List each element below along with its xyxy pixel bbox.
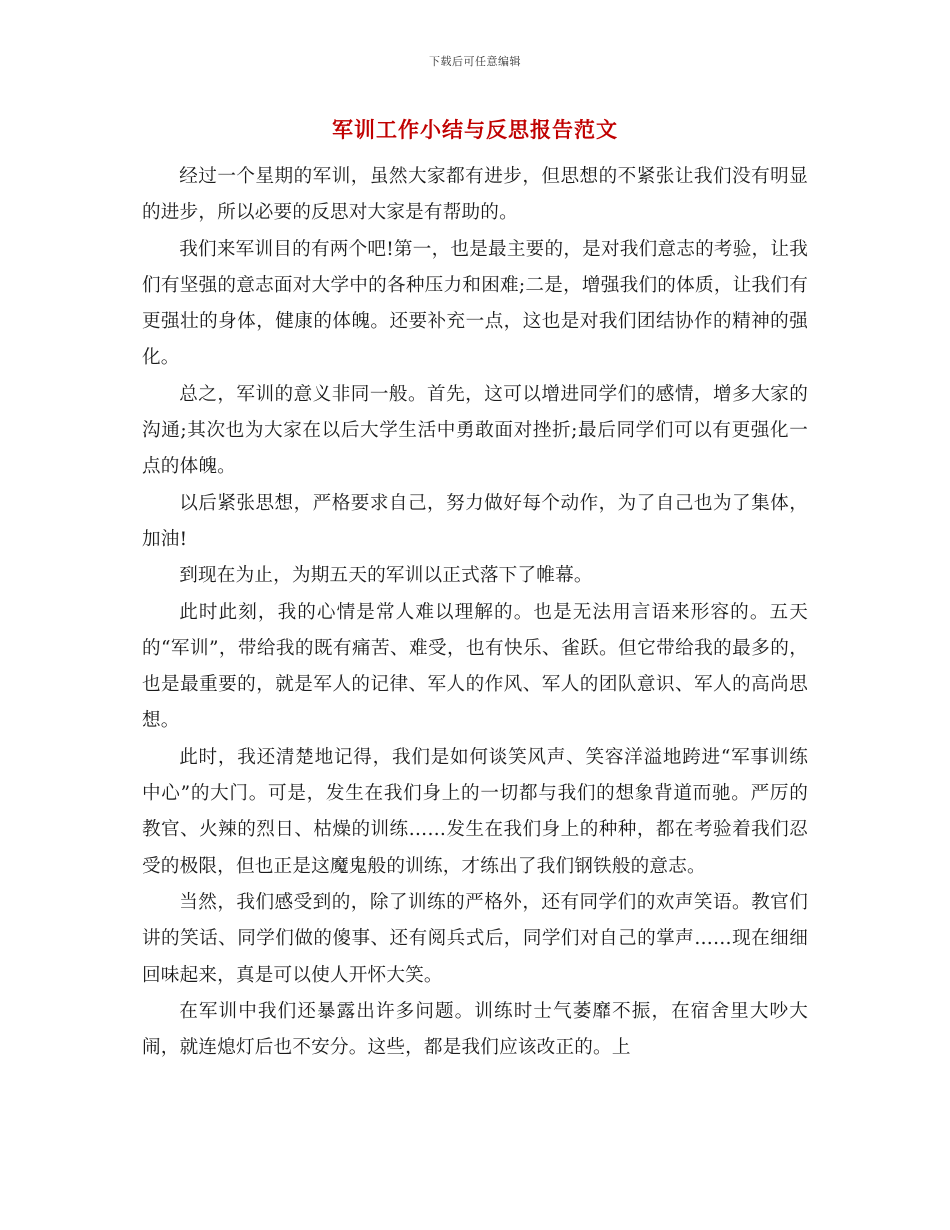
paragraph: 总之，军训的意义非同一般。首先，这可以增进同学们的感情，增多大家的沟通;其次也为大家在以后大学生活中勇敢面对挫折;最后同学们可以有更强化一点的体魄。 bbox=[142, 383, 808, 478]
paragraph: 以后紧张思想，严格要求自己，努力做好每个动作，为了自己也为了集体，加油! bbox=[142, 492, 808, 550]
paragraph: 我们来军训目的有两个吧!第一，也是最主要的，是对我们意志的考验，让我们有坚强的意志面对大学中的各种压力和困难;二是，增强我们的体质，让我们有更强壮的身体，健康的体魄。还要补充一点，这也是对我们团结协作的精神的强化。 bbox=[142, 238, 808, 369]
paragraph: 到现在为止，为期五天的军训以正式落下了帷幕。 bbox=[179, 565, 593, 587]
paragraph: 此时，我还清楚地记得，我们是如何谈笑风声、笑容洋溢地跨进“军事训练中心”的大门。可是，发生在我们身上的一切都与我们的想象背道而驰。严厉的教官、火辣的烈日、枯燥的训练……发生在我们身上的种种，都在考验着我们忍受的极限，但也正是这魔鬼般的训练，才练出了我们钢铁般的意志。 bbox=[142, 746, 808, 877]
paragraph: 此时此刻，我的心情是常人难以理解的。也是无法用言语来形容的。五天的“军训”，带给我的既有痛苦、难受，也有快乐、雀跃。但它带给我的最多的，也是最重要的，就是军人的记律、军人的作风、军人的团队意识、军人的高尚思想。 bbox=[142, 601, 808, 732]
header-note: 下载后可任意编辑 bbox=[429, 55, 521, 68]
paragraph: 在军训中我们还暴露出许多问题。训练时士气萎靡不振，在宿舍里大吵大闹，就连熄灯后也不安分。这些，都是我们应该改正的。上 bbox=[142, 1000, 808, 1059]
document-title: 军训工作小结与反思报告范文 bbox=[332, 118, 618, 142]
paragraph: 经过一个星期的军训，虽然大家都有进步，但思想的不紧张让我们没有明显的进步，所以必要的反思对大家是有帮助的。 bbox=[142, 166, 808, 224]
paragraph: 当然，我们感受到的，除了训练的严格外，还有同学们的欢声笑语。教官们讲的笑话、同学们做的傻事、还有阅兵式后，同学们对自己的掌声……现在细细回味起来，真是可以使人开怀大笑。 bbox=[142, 891, 808, 986]
document-body bbox=[142, 159, 808, 1066]
